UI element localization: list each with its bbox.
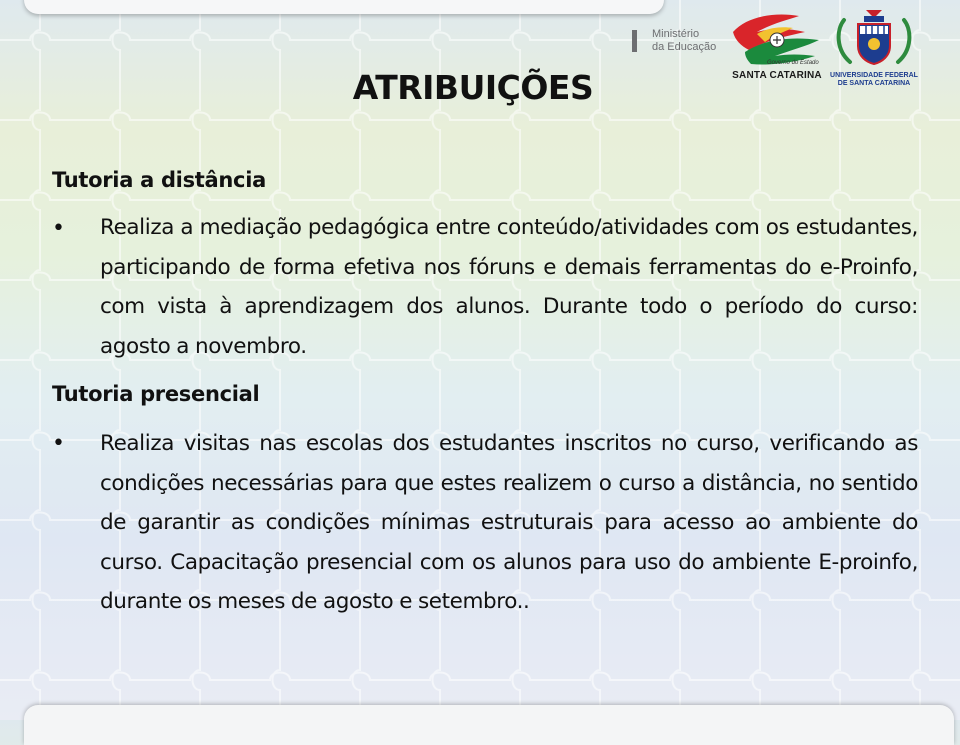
ministerio-educacao-logo (632, 26, 722, 56)
santa-catarina-subcaption: Governo do Estado (767, 60, 819, 66)
mec-logo-line2: da Educação (652, 41, 717, 53)
section-text-tutoria-presencial: Realiza visitas nas escolas dos estudantes inscritos no curso, verificando as condições necessárias para que estes realizem o curso a distância, no sentido de garantir as condições mínimas estruturais para acesso ao ambiente do curso. Capacitação presencial com os alunos para uso do ambiente E-proinfo, durante os meses de agosto e setembro.. (100, 431, 918, 614)
santa-catarina-caption: SANTA CATARINA (732, 70, 822, 81)
mec-logo-mark (632, 30, 637, 52)
mec-logo-line1: Ministério (652, 28, 700, 40)
section-text-tutoria-distancia: Realiza a mediação pedagógica entre conteúdo/atividades com os estudantes, participando de forma efetiva nos fóruns e demais ferramentas do e-Proinfo, com vista à aprendizagem dos alunos. Durante todo o período do curso: agosto a novembro. (100, 215, 918, 359)
ufsc-logo-line1: UNIVERSIDADE FEDERAL (830, 72, 918, 79)
section-heading-tutoria-presencial: Tutoria presencial (52, 382, 260, 406)
slide-title: ATRIBUIÇÕES (352, 68, 594, 107)
top-decorative-bar (24, 0, 664, 14)
bottom-decorative-bar (24, 705, 954, 745)
section-heading-tutoria-distancia: Tutoria a distância (52, 168, 266, 192)
ufsc-coat-of-arms-icon (826, 6, 922, 70)
ufsc-logo-line2: DE SANTA CATARINA (837, 80, 911, 87)
bullet-marker: • (52, 216, 65, 241)
bullet-marker: • (52, 431, 65, 456)
